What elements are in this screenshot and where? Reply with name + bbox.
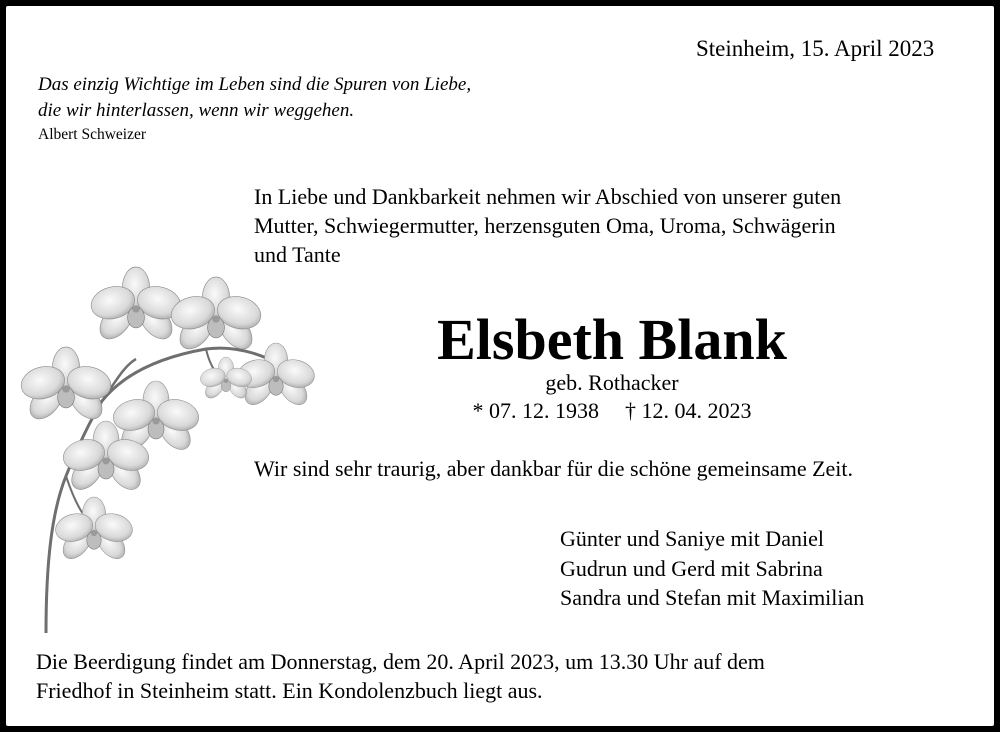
quote-line: die wir hinterlassen, wenn wir weggehen. bbox=[38, 100, 355, 121]
mourner-line: Günter und Saniye mit Daniel bbox=[560, 526, 824, 551]
funeral-line: Die Beerdigung findet am Donnerstag, dem 20. April 2023, um 13.30 Uhr auf dem bbox=[36, 649, 765, 674]
funeral-line: Friedhof in Steinheim statt. Ein Kondolenzbuch liegt aus. bbox=[36, 678, 543, 703]
intro-text bbox=[254, 182, 841, 269]
quote-author: Albert Schweizer bbox=[38, 126, 147, 143]
birth-date: * 07. 12. 1938 bbox=[472, 398, 599, 423]
deceased-name: Elsbeth Blank bbox=[437, 307, 787, 372]
place-date: Steinheim, 15. April 2023 bbox=[696, 36, 935, 61]
quote-line: Das einzig Wichtige im Leben sind die Spuren von Liebe, bbox=[38, 74, 472, 95]
quote bbox=[38, 72, 471, 124]
intro-line: Mutter, Schwiegermutter, herzensguten Oma, Uroma, Schwägerin bbox=[254, 213, 836, 238]
intro-line: und Tante bbox=[254, 242, 341, 267]
intro-line: In Liebe und Dankbarkeit nehmen wir Abschied von unserer guten bbox=[254, 184, 842, 209]
death-date: † 12. 04. 2023 bbox=[625, 398, 752, 423]
obituary-card bbox=[6, 6, 994, 726]
mourner-line: Sandra und Stefan mit Maximilian bbox=[560, 585, 865, 610]
funeral-notice bbox=[36, 647, 765, 705]
statement: Wir sind sehr traurig, aber dankbar für die schöne gemeinsame Zeit. bbox=[254, 456, 854, 481]
maiden-name: geb. Rothacker bbox=[545, 370, 679, 395]
mourners-list bbox=[560, 524, 864, 613]
mourner-line: Gudrun und Gerd mit Sabrina bbox=[560, 555, 823, 581]
life-dates bbox=[6, 398, 1000, 424]
